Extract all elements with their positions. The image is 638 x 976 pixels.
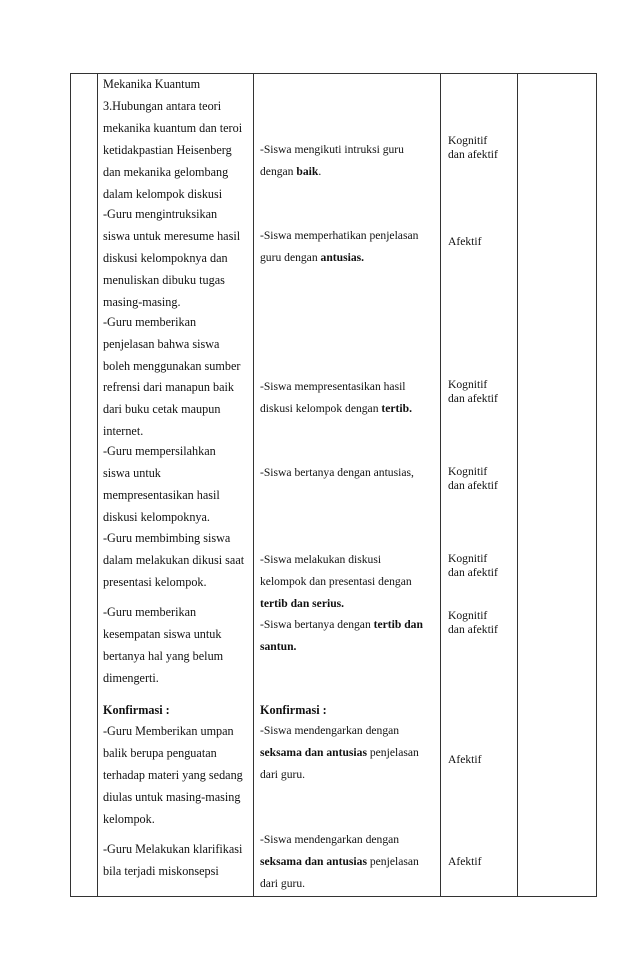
text-line: -Siswa mempresentasikan hasil <box>260 380 406 393</box>
aspect-label: Kognitif <box>448 378 488 391</box>
text-line: -Guru mengintruksikan <box>103 207 218 221</box>
text-line: -Guru Melakukan klarifikasi <box>103 842 243 856</box>
text-line: -Siswa memperhatikan penjelasan <box>260 229 419 242</box>
confirmation-heading: Konfirmasi : <box>103 703 170 717</box>
text-line: -Siswa mengikuti intruksi guru <box>260 143 404 156</box>
text-line: kelompok dan presentasi dengan <box>260 575 412 588</box>
text-line: menuliskan dibuku tugas <box>103 273 225 287</box>
text-line: ketidakpastian Heisenberg <box>103 143 232 157</box>
text-line: -Guru membimbing siswa <box>103 531 231 545</box>
aspect-label: Kognitif <box>448 552 488 565</box>
text-line: dalam kelompok diskusi <box>103 187 223 201</box>
text-line: bila terjadi miskonsepsi <box>103 864 219 878</box>
text-line: penjelasan bahwa siswa <box>103 337 220 351</box>
text-line: kelompok. <box>103 812 155 826</box>
text-line: -Guru mempersilahkan <box>103 444 216 458</box>
text-line: boleh menggunakan sumber <box>103 359 241 373</box>
aspect-label: dan afektif <box>448 566 498 579</box>
aspect-label: Kognitif <box>448 609 488 622</box>
table-col-line-5 <box>517 73 518 897</box>
text-line: balik berupa penguatan <box>103 746 217 760</box>
text-line: internet. <box>103 424 144 438</box>
aspect-label: Afektif <box>448 235 482 248</box>
text-line: 3.Hubungan antara teori <box>103 99 222 113</box>
text-line: diskusi kelompok dengan tertib. <box>260 402 412 415</box>
text-line: santun. <box>260 640 297 653</box>
text-line: seksama dan antusias penjelasan <box>260 746 419 759</box>
text-line: kesempatan siswa untuk <box>103 627 222 641</box>
text-line: mempresentasikan hasil <box>103 488 220 502</box>
text-line: refrensi dari manapun baik <box>103 380 234 394</box>
aspect-label: dan afektif <box>448 479 498 492</box>
text-line: siswa untuk meresume hasil <box>103 229 241 243</box>
text-line: -Guru memberikan <box>103 315 197 329</box>
aspect-label: Kognitif <box>448 465 488 478</box>
aspect-label: dan afektif <box>448 623 498 636</box>
table-col-line-4 <box>440 73 441 897</box>
text-line: mekanika kuantum dan teroi <box>103 121 243 135</box>
text-line: seksama dan antusias penjelasan <box>260 855 419 868</box>
confirmation-heading: Konfirmasi : <box>260 703 327 717</box>
text-line: terhadap materi yang sedang <box>103 768 243 782</box>
text-line: -Siswa melakukan diskusi <box>260 553 382 566</box>
text-line: dari buku cetak maupun <box>103 402 221 416</box>
aspect-label: Kognitif <box>448 134 488 147</box>
text-line: dimengerti. <box>103 671 159 685</box>
text-line: dalam melakukan dikusi saat <box>103 553 245 567</box>
text-line: -Siswa bertanya dengan tertib dan <box>260 618 423 631</box>
aspect-label: dan afektif <box>448 148 498 161</box>
text-line: -Siswa mendengarkan dengan <box>260 833 400 846</box>
text-line: guru dengan antusias. <box>260 251 365 264</box>
table-col-line-1 <box>70 73 71 897</box>
text-line: diskusi kelompoknya dan <box>103 251 228 265</box>
text-line: dari guru. <box>260 768 306 781</box>
text-line: tertib dan serius. <box>260 597 345 610</box>
text-line: diulas untuk masing-masing <box>103 790 241 804</box>
text-line: dengan baik. <box>260 165 322 178</box>
text-line: -Guru Memberikan umpan <box>103 724 234 738</box>
aspect-label: Afektif <box>448 753 482 766</box>
table-col-line-2 <box>97 73 98 897</box>
text-line: masing-masing. <box>103 295 181 309</box>
table-col-line-3 <box>253 73 254 897</box>
text-line: diskusi kelompoknya. <box>103 510 210 524</box>
text-line: -Siswa mendengarkan dengan <box>260 724 400 737</box>
table-col-line-6 <box>596 73 597 897</box>
text-line: dari guru. <box>260 877 306 890</box>
text-line: -Siswa bertanya dengan antusias, <box>260 466 414 479</box>
text-line: dan mekanika gelombang <box>103 165 229 179</box>
aspect-label: dan afektif <box>448 392 498 405</box>
text-line: -Guru memberikan <box>103 605 197 619</box>
aspect-label: Afektif <box>448 855 482 868</box>
text-line: siswa untuk <box>103 466 161 480</box>
text-line: bertanya hal yang belum <box>103 649 224 663</box>
text-line: presentasi kelompok. <box>103 575 207 589</box>
text-line: Mekanika Kuantum <box>103 77 201 91</box>
